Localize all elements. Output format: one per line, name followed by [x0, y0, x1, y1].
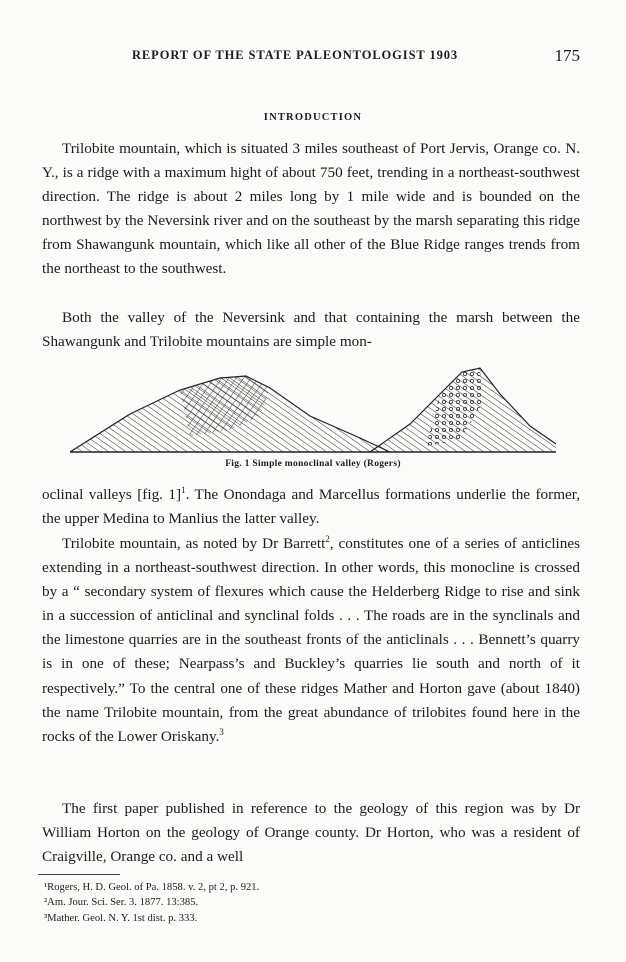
paragraph-3: [42, 483, 580, 531]
p4-text-before: Trilobite mountain, as noted by Dr Barrett: [62, 535, 326, 552]
page-number: 175: [554, 46, 580, 65]
figure-monoclinal-valley: [70, 364, 556, 454]
paragraph-4: [42, 532, 580, 749]
footnote-ref-1: 1: [181, 484, 186, 495]
p3-text-before: oclinal valleys [fig. 1]: [42, 486, 182, 503]
footnote-ref-3: 3: [219, 726, 224, 737]
paragraph-2: Both the valley of the Neversink and that containing the marsh between the Shawangunk and Trilobite mountains are simple mon-: [42, 309, 580, 351]
footnote-rule: [38, 874, 120, 875]
footnotes: [44, 880, 544, 926]
footnote-1: ¹Rogers, H. D. Geol. of Pa. 1858. v. 2, pt 2, p. 921.: [44, 882, 260, 893]
footnote-ref-2: 2: [325, 533, 330, 544]
paragraph-5: The first paper published in reference to the geology of this region was by Dr William Horton on the geology of Orange county. Dr Horton, who was a resident of Craigville, Orange co. and a well: [42, 800, 580, 866]
p3-text-after: . The Onondaga and Marcellus formations underlie the former, the upper Medina to Manlius the latter valley.: [42, 486, 580, 528]
footnote-3: ³Mather. Geol. N. Y. 1st dist. p. 333.: [44, 912, 198, 924]
footnote-2: ²Am. Jour. Sci. Ser. 3. 1877. 13:385.: [44, 897, 199, 909]
section-title: INTRODUCTION: [263, 112, 363, 123]
paragraph-1: Trilobite mountain, which is situated 3 miles southeast of Port Jervis, Orange co. N. Y., is a ridge with a maximum hight of about 750 feet, trending in a northeast-southwest direction. The ridge is about 2 miles long by 1 mile wide and is bounded on the northwest by the Neversink river and on the southeast by the marsh separating this ridge from Shawangunk mountain, which like all other of the Blue Ridge ranges trends from the northeast to the southwest.: [42, 140, 580, 278]
running-title: REPORT OF THE STATE PALEONTOLOGIST 1903: [132, 48, 459, 62]
figure-caption: Fig. 1 Simple monoclinal valley (Rogers): [225, 459, 401, 469]
p4-text-middle: , constitutes one of a series of anticlines extending in a northeast-southwest direction. In other words, this monocline is crossed by a “ secondary system of flexures which cause the Helderberg Ridge to rise and sink in a succession of anticlinal and synclinal folds . . . The roads are in the synclinals and the limestone quarries are in the southeast fronts of the anticlinals . . . Bennett’s quarry is in one of these; Nearpass’s and Buckley’s quarries lie south and north of it respectively.” To the central one of these ridges Mather and Horton gave (about 1840) the name Trilobite mountain, from the great abundance of trilobites found here in the rocks of the Lower Oriskany.: [42, 535, 581, 745]
monoclinal-valley-illustration: [70, 364, 556, 454]
page-header: [40, 46, 586, 66]
